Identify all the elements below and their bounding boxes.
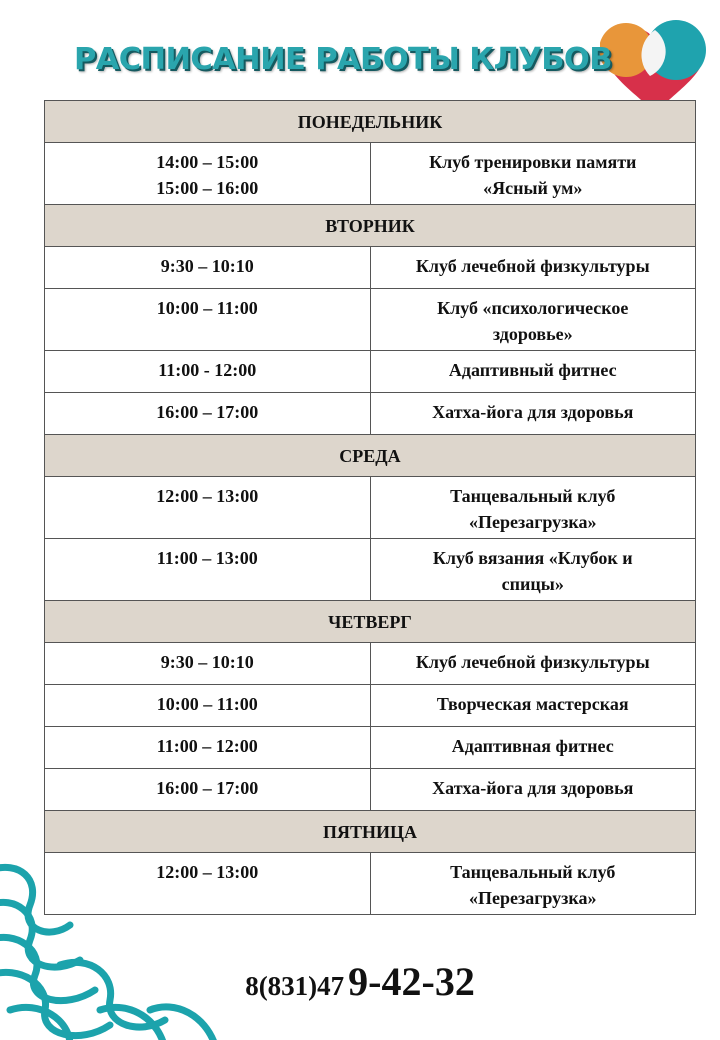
- day-name: ВТОРНИК: [45, 205, 696, 247]
- day-header-row: [45, 101, 696, 143]
- schedule-row: [45, 643, 696, 685]
- club-name: Адаптивная фитнес: [370, 727, 696, 769]
- schedule-row: [45, 289, 696, 351]
- club-name: Танцевальный клуб «Перезагрузка»: [370, 477, 696, 539]
- club-name: Хатха-йога для здоровья: [370, 393, 696, 435]
- session-time: 11:00 - 12:00: [45, 351, 371, 393]
- club-name: Клуб вязания «Клубок и спицы»: [370, 539, 696, 601]
- club-name: Творческая мастерская: [370, 685, 696, 727]
- session-time: 9:30 – 10:10: [45, 247, 371, 289]
- club-name: Адаптивный фитнес: [370, 351, 696, 393]
- club-name: Клуб лечебной физкультуры: [370, 643, 696, 685]
- day-name: ПЯТНИЦА: [45, 811, 696, 853]
- schedule-row: [45, 539, 696, 601]
- schedule-row: [45, 393, 696, 435]
- day-header-row: [45, 435, 696, 477]
- schedule-row: [45, 351, 696, 393]
- club-name: Танцевальный клуб «Перезагрузка»: [370, 853, 696, 915]
- session-time: 14:00 – 15:00 15:00 – 16:00: [45, 143, 371, 205]
- session-time: 11:00 – 13:00: [45, 539, 371, 601]
- session-time: 16:00 – 17:00: [45, 769, 371, 811]
- schedule-table: [44, 100, 696, 915]
- session-time: 12:00 – 13:00: [45, 477, 371, 539]
- schedule-row: [45, 769, 696, 811]
- schedule-row: [45, 143, 696, 205]
- day-header-row: [45, 601, 696, 643]
- session-time: 11:00 – 12:00: [45, 727, 371, 769]
- day-header-row: [45, 205, 696, 247]
- day-name: СРЕДА: [45, 435, 696, 477]
- club-name: Хатха-йога для здоровья: [370, 769, 696, 811]
- day-header-row: [45, 811, 696, 853]
- session-time: 16:00 – 17:00: [45, 393, 371, 435]
- day-name: ЧЕТВЕРГ: [45, 601, 696, 643]
- phone-main-number: 9-42-32: [348, 959, 475, 1004]
- schedule-row: [45, 685, 696, 727]
- phone-prefix: 8(831)47: [245, 971, 345, 1001]
- club-name: Клуб тренировки памяти «Ясный ум»: [370, 143, 696, 205]
- schedule-row: [45, 853, 696, 915]
- day-name: ПОНЕДЕЛЬНИК: [45, 101, 696, 143]
- session-time: 10:00 – 11:00: [45, 289, 371, 351]
- schedule-row: [45, 247, 696, 289]
- page-title: РАСПИСАНИЕ РАБОТЫ КЛУБОВ: [74, 42, 612, 77]
- club-name: Клуб «психологическое здоровье»: [370, 289, 696, 351]
- phone-number: [0, 958, 720, 1005]
- club-name: Клуб лечебной физкультуры: [370, 247, 696, 289]
- schedule-row: [45, 477, 696, 539]
- session-time: 12:00 – 13:00: [45, 853, 371, 915]
- session-time: 9:30 – 10:10: [45, 643, 371, 685]
- session-time: 10:00 – 11:00: [45, 685, 371, 727]
- schedule-row: [45, 727, 696, 769]
